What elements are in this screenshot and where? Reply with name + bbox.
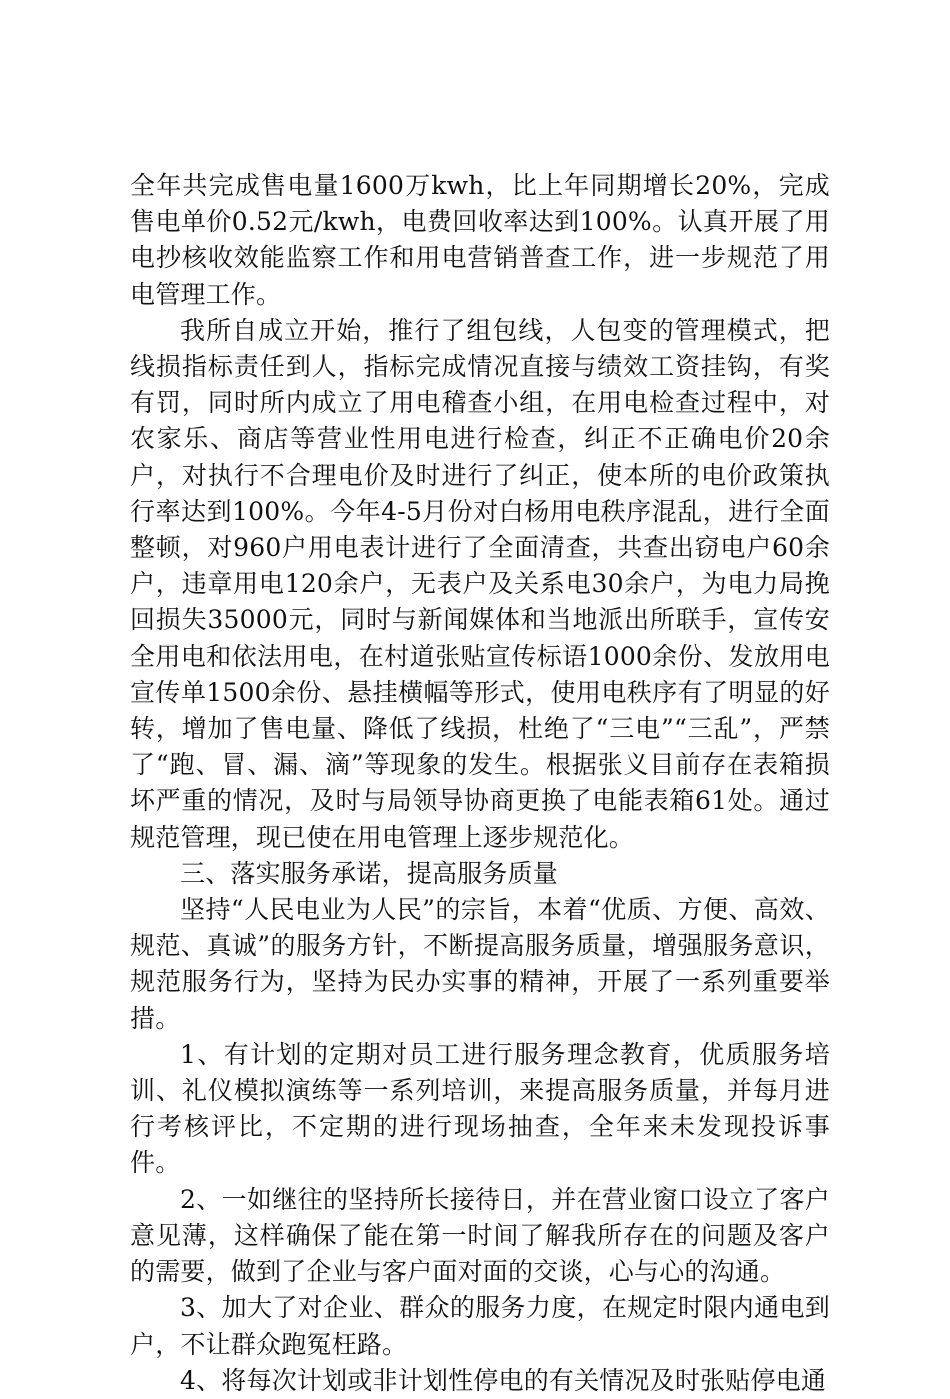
paragraph-management-model: 我所自成立开始，推行了组包线，人包变的管理模式，把线损指标责任到人，指标完成情况直接与绩效工资挂钩，有奖有罚，同时所内成立了用电稽查小组，在用电检查过程中，对农家乐、商店等营业性用电进行检查，纠正不正确电价20余户，对执行不合理电价及时进行了纠正，使本所的电价政策执行率达到100%。今年4-5月份对白杨用电秩序混乱，进行全面整顿，对960户用电表计进行了全面清查，共查出窃电户60余户，违章用电120余户，无表户及关系电30余户，为电力局挽回损失35000元，同时与新闻媒体和当地派出所联手，宣传安全用电和依法用电，在村道张贴宣传标语1000余份、发放用电宣传单1500余份、悬挂横幅等形式，使用电秩序有了明显的好转，增加了售电量、降低了线损，杜绝了“三电”“三乱”，严禁了“跑、冒、漏、滴”等现象的发生。根据张义目前存在表箱损坏严重的情况，及时与局领导协商更换了电能表箱61处。通过规范管理，现已使在用电管理上逐步规范化。 (130, 315, 830, 852)
paragraph-item-3: 3、加大了对企业、群众的服务力度，在规定时限内通电到户，不让群众跑冤枉路。 (130, 1293, 830, 1359)
paragraph-item-1: 1、有计划的定期对员工进行服务理念教育，优质服务培训、礼仪模拟演练等一系列培训，来提高服务质量，并每月进行考核评比，不定期的进行现场抽查，全年来未发现投诉事件。 (130, 1039, 830, 1178)
document-body (130, 168, 830, 1399)
section-heading-service-commitment: 三、落实服务承诺，提高服务质量 (180, 858, 559, 888)
paragraph-item-2: 2、一如继往的坚持所长接待日，并在营业窗口设立了客户意见薄，这样确保了能在第一时间了解我所存在的问题及客户的需要，做到了企业与客户面对面的交谈，心与心的沟通。 (130, 1184, 830, 1287)
paragraph-item-4: 4、将每次计划或非计划性停电的有关情况及时张贴停电通 (180, 1365, 827, 1395)
paragraph-service-principle: 坚持“人民电业为人民”的宗旨，本着“优质、方便、高效、规范、真诚”的服务方针，不断提高服务质量，增强服务意识，规范服务行为，坚持为民办实事的精神，开展了一系列重要举措。 (130, 895, 830, 1033)
paragraph-sales-summary: 全年共完成售电量1600万kwh，比上年同期增长20%，完成售电单价0.52元/kwh，电费回收率达到100%。认真开展了用电抄核收效能监察工作和用电营销普查工作，进一步规范了用电管理工作。 (130, 171, 830, 309)
